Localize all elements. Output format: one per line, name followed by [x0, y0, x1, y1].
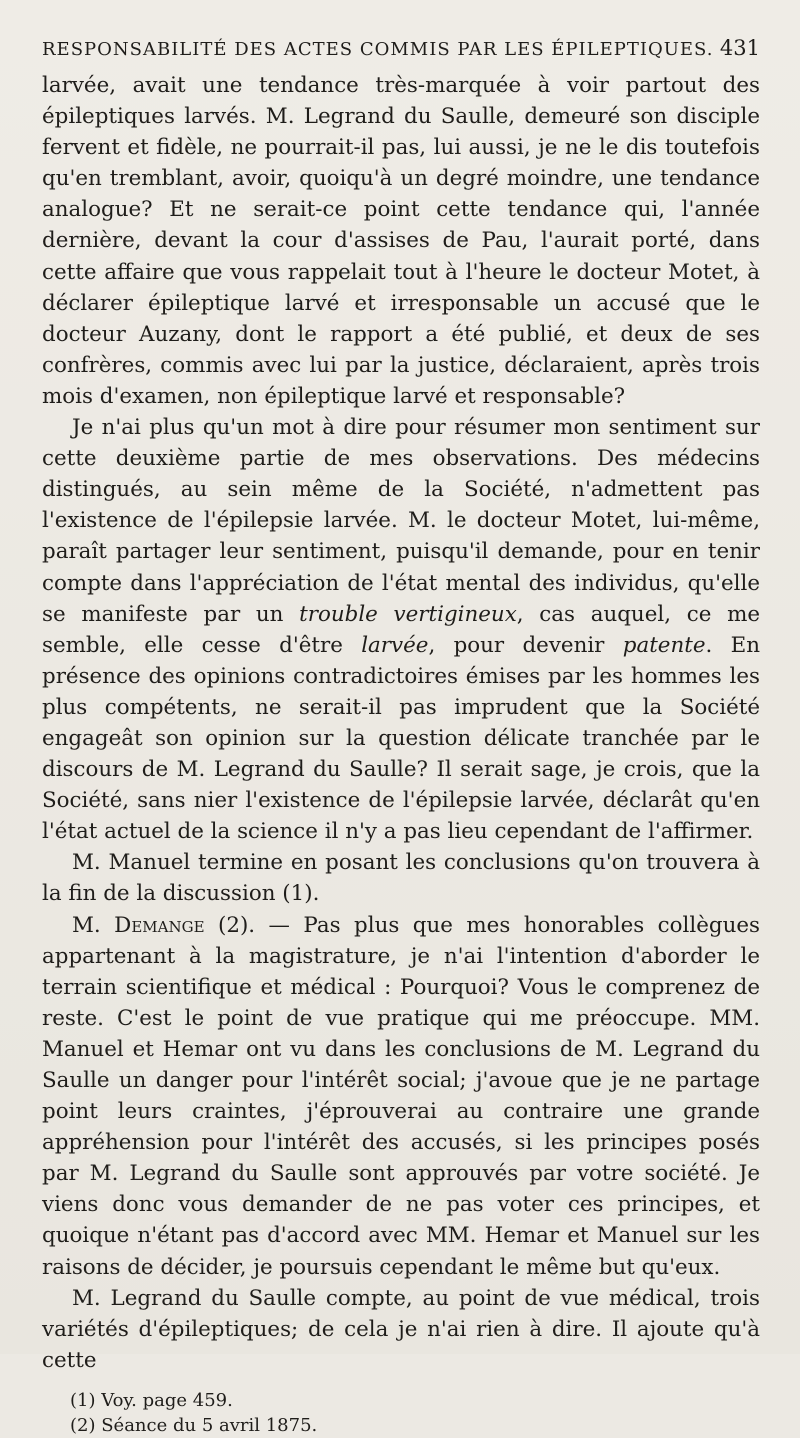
paragraph-4 — [42, 910, 760, 1283]
paragraph-3: M. Manuel termine en posant les conclusions qu'on trouvera à la fin de la discussion (1). — [42, 850, 760, 907]
body-text — [42, 70, 760, 1376]
italic-patente: patente — [622, 632, 706, 658]
footnotes — [42, 1388, 760, 1438]
italic-larvee: larvée — [361, 632, 429, 658]
speaker-name: Demange — [114, 912, 205, 938]
paragraph-2-text-c: , pour devenir — [428, 632, 623, 658]
running-head-title: RESPONSABILITÉ DES ACTES COMMIS PAR LES ÉPILEPTIQUES. — [42, 39, 714, 60]
paragraph-4-text: — Pas plus que mes honorables collègues appartenant à la magistrature, je n'ai l'intention d'aborder le terrain scientifique et médical : Pourquoi? Vous le comprenez de reste. C'est le point de vue pratique qui me préoccupe. MM. Manuel et Hemar ont vu dans les conclusions de M. Legrand du Saulle un danger pour l'intérêt social; j'avoue que je ne partage point leurs craintes, j'éprouverai au contraire une grande appréhension pour l'intérêt des accusés, si les principes posés par M. Legrand du Saulle sont approuvés par votre société. Je viens donc vous demander de ne pas voter ces principes, et quoique n'étant pas d'accord avec MM. Hemar et Manuel sur les raisons de décider, je poursuis cependant le même but qu'eux. — [42, 912, 760, 1280]
speaker-prefix: M. — [72, 912, 115, 938]
paragraph-2-text-d: . En présence des opinions contradictoires émises par les hommes les plus compétents, ne serait-il pas imprudent que la Société engageât son opinion sur la question délicate tranchée par le discours de M. Legrand du Saulle? Il serait sage, je crois, que la Société, sans nier l'existence de l'épilepsie larvée, déclarât qu'en l'état actuel de la science il n'y a pas lieu cependant de l'affirmer. — [42, 632, 761, 845]
paragraph-2-text-b: , cas auquel, ce me semble, elle cesse d'être — [42, 601, 761, 658]
page-number: 431 — [719, 36, 760, 60]
paragraph-2-text-a: Je n'ai plus qu'un mot à dire pour résumer mon sentiment sur cette deuxième partie de mes observations. Des médecins distingués, au sein même de la Société, n'admettent pas l'existence de l'épilepsie larvée. M. le docteur Motet, lui-même, paraît partager leur sentiment, puisqu'il demande, pour en tenir compte dans l'appréciation de l'état mental des individus, qu'elle se manifeste par un — [42, 415, 760, 627]
paragraph-5: M. Legrand du Saulle compte, au point de vue médical, trois variétés d'épileptiques; de cela je n'ai rien à dire. Il ajoute qu'à cette — [42, 1285, 760, 1373]
running-head — [42, 36, 760, 70]
footnote-1: (1) Voy. page 459. — [70, 1389, 233, 1411]
footnote-2: (2) Séance du 5 avril 1875. — [70, 1414, 318, 1436]
italic-trouble-vertigineux: trouble vertigineux — [299, 601, 517, 627]
speaker-note: (2). — [204, 912, 256, 938]
paragraph-1: larvée, avait une tendance très-marquée à voir partout des épileptiques larvés. M. Legrand du Saulle, demeuré son disciple fervent et fidèle, ne pourrait-il pas, lui aussi, je ne le dis toutefois qu'en tremblant, avoir, quoiqu'à un degré moindre, une tendance analogue? Et ne serait-ce point cette tendance qui, l'année dernière, devant la cour d'assises de Pau, l'aurait porté, dans cette affaire que vous rappelait tout à l'heure le docteur Motet, à déclarer épileptique larvé et irresponsable un accusé que le docteur Auzany, dont le rapport a été publié, et deux de ses confrères, commis avec lui par la justice, déclaraient, après trois mois d'examen, non épileptique larvé et responsable? — [42, 73, 760, 409]
paragraph-2 — [42, 412, 760, 847]
